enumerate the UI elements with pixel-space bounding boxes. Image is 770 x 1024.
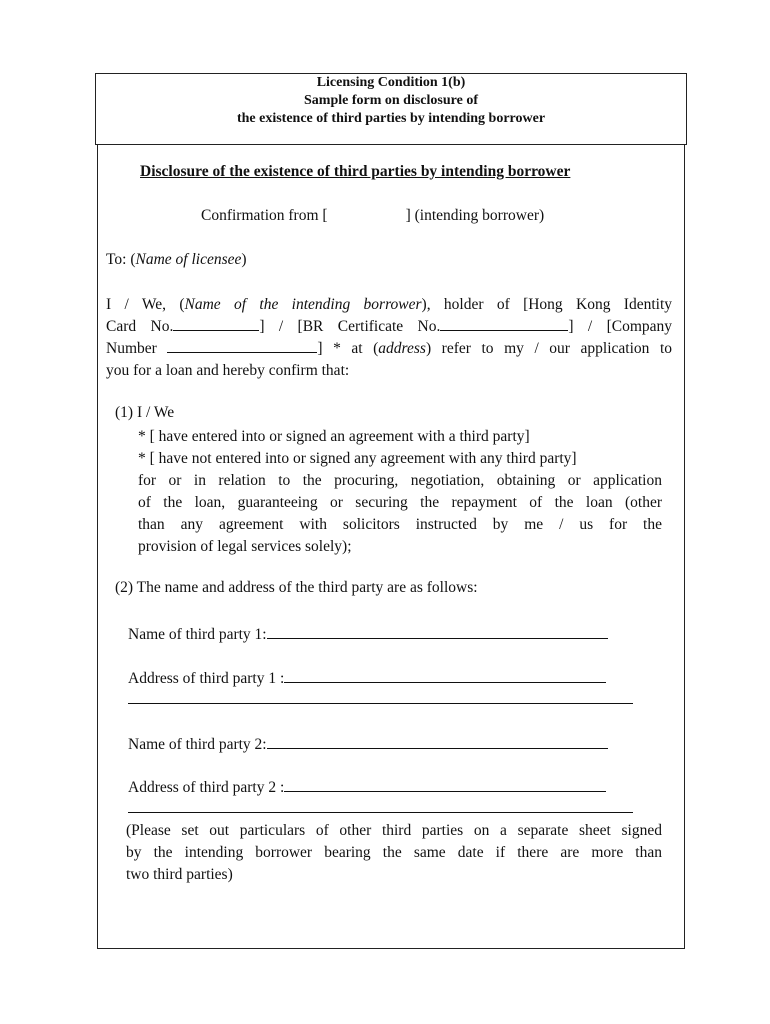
item-1-line-6: provision of legal services solely); bbox=[138, 538, 352, 555]
text: ] / [BR Certificate No. bbox=[259, 318, 441, 335]
statement-line-2 bbox=[106, 316, 672, 338]
third-party-2-name-label: Name of third party 2: bbox=[128, 736, 267, 753]
text: ] * at ( bbox=[317, 340, 379, 357]
item-1-line-4: of the loan, guaranteeing or securing the repayment of the loan (other bbox=[138, 494, 662, 511]
third-party-1-address-label: Address of third party 1 : bbox=[128, 670, 285, 687]
confirmation-suffix: ] (intending borrower) bbox=[405, 207, 545, 224]
option-entered[interactable]: * [ have entered into or signed an agreement with a third party] bbox=[138, 428, 530, 445]
confirmation-prefix: Confirmation from [ bbox=[201, 207, 328, 224]
header-line-1: Licensing Condition 1(b) bbox=[316, 75, 466, 90]
third-party-1-address-line-2[interactable] bbox=[128, 703, 633, 704]
third-party-1-name-field[interactable] bbox=[267, 623, 608, 639]
item-1-body bbox=[138, 426, 662, 558]
third-party-1-name-label: Name of third party 1: bbox=[128, 626, 267, 643]
confirmation-line bbox=[201, 207, 544, 225]
third-party-2-address-line-2[interactable] bbox=[128, 812, 633, 813]
text: Card No. bbox=[106, 318, 174, 335]
licensee-placeholder: Name of licensee bbox=[135, 251, 242, 268]
third-party-2-name-field[interactable] bbox=[267, 733, 608, 749]
item-2-label: (2) The name and address of the third party are as follows: bbox=[115, 579, 478, 596]
text: ), holder of [Hong Kong Identity bbox=[421, 296, 672, 313]
to-suffix: ) bbox=[241, 251, 247, 268]
borrower-name-placeholder: Name of the intending borrower bbox=[184, 296, 422, 313]
id-card-blank[interactable] bbox=[173, 316, 259, 331]
header-box bbox=[95, 73, 687, 145]
third-party-2-name-row bbox=[128, 733, 608, 754]
text: ) refer to my / our application to bbox=[425, 340, 672, 357]
statement-line-1 bbox=[106, 294, 672, 316]
company-number-blank[interactable] bbox=[167, 338, 317, 353]
third-party-1-address-row bbox=[128, 667, 606, 688]
third-party-2-address-row bbox=[128, 776, 606, 797]
text: I / We, ( bbox=[106, 296, 185, 313]
item-1-label: (1) I / We bbox=[115, 404, 175, 421]
note-line-2: by the intending borrower bearing the same date if there are more than bbox=[126, 844, 662, 861]
br-certificate-blank[interactable] bbox=[440, 316, 568, 331]
third-party-2-address-field[interactable] bbox=[284, 776, 606, 792]
header-line-3: the existence of third parties by intending borrower bbox=[236, 111, 546, 126]
item-1-line-3: for or in relation to the procuring, negotiation, obtaining or application bbox=[138, 472, 662, 489]
header-line-2: Sample form on disclosure of bbox=[304, 93, 478, 108]
form-title: Disclosure of the existence of third parties by intending borrower bbox=[140, 163, 571, 180]
statement-line-3 bbox=[106, 338, 672, 360]
option-not-entered[interactable]: * [ have not entered into or signed any agreement with any third party] bbox=[138, 450, 577, 467]
address-placeholder: address bbox=[378, 340, 426, 357]
third-party-1-name-row bbox=[128, 623, 608, 644]
note-line-3: two third parties) bbox=[126, 866, 233, 883]
note-line-1: (Please set out particulars of other third parties on a separate sheet signed bbox=[126, 822, 662, 839]
particulars-note bbox=[126, 820, 662, 886]
text: ] / [Company bbox=[568, 318, 673, 335]
borrower-statement bbox=[106, 294, 672, 382]
item-1-line-5: than any agreement with solicitors instructed by me / us for the bbox=[138, 516, 662, 533]
to-line bbox=[106, 251, 247, 269]
to-prefix: To: ( bbox=[106, 251, 136, 268]
text: Number bbox=[106, 340, 168, 357]
third-party-2-address-label: Address of third party 2 : bbox=[128, 779, 285, 796]
third-party-1-address-field[interactable] bbox=[284, 667, 606, 683]
statement-line-4: you for a loan and hereby confirm that: bbox=[106, 362, 350, 379]
